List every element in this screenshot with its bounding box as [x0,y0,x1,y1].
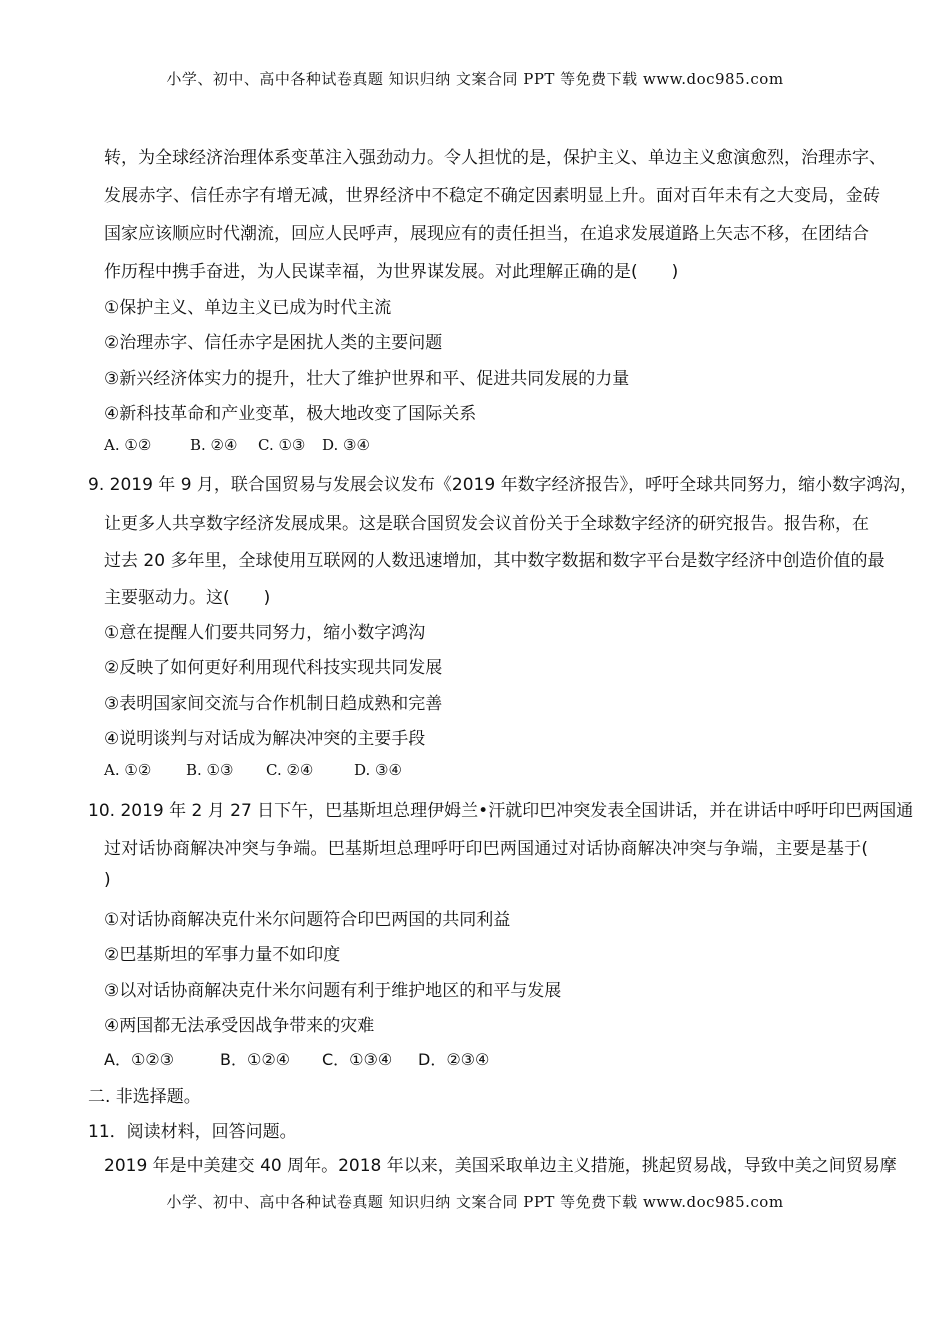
q10-option-c: C．①③④ [322,1050,393,1069]
q8-item-1: ①保护主义、单边主义已成为时代主流 [104,298,392,318]
q9-line-3: 过去 20 多年里，全球使用互联网的人数迅速增加，其中数字数据和数字平台是数字经济中创造价值的最 [104,551,885,571]
q8-line-2: 发展赤字、信任赤字有增无减，世界经济中不稳定不确定因素明显上升。面对百年未有之大变局，金砖 [104,186,880,206]
page-footer: 小学、初中、高中各种试卷真题 知识归纳 文案合同 PPT 等免费下载 www.doc985.com [166,1193,784,1211]
q9-line-2: 让更多人共享数字经济发展成果。这是联合国贸发会议首份关于全球数字经济的研究报告。报告称，在 [104,514,869,534]
q11-stem: 11．阅读材料，回答问题。 [88,1122,297,1142]
q8-line-1: 转，为全球经济治理体系变革注入强劲动力。令人担忧的是，保护主义、单边主义愈演愈烈，治理赤字、 [104,148,886,168]
q8-item-4: ④新科技革命和产业变革，极大地改变了国际关系 [104,404,477,424]
q10-item-4: ④两国都无法承受因战争带来的灾难 [104,1016,375,1036]
q10-option-a: A．①②③ [104,1050,174,1069]
q8-options [104,436,370,454]
q8-line-3: 国家应该顺应时代潮流，回应人民呼声，展现应有的责任担当，在追求发展道路上矢志不移，在团结合 [104,224,869,244]
page-header: 小学、初中、高中各种试卷真题 知识归纳 文案合同 PPT 等免费下载 www.doc985.com [166,70,784,88]
q9-option-b: B. ①③ [186,761,234,779]
q9-item-1: ①意在提醒人们要共同努力，缩小数字鸿沟 [104,623,426,643]
q10-option-d: D．②③④ [418,1050,490,1069]
q8-item-2: ②治理赤字、信任赤字是困扰人类的主要问题 [104,333,443,353]
section-2-title: 二. 非选择题。 [88,1087,201,1107]
q9-option-d: D. ③④ [354,761,402,779]
q8-item-3: ③新兴经济体实力的提升，壮大了维护世界和平、促进共同发展的力量 [104,369,630,389]
q10-line-2: 过对话协商解决冲突与争端。巴基斯坦总理呼吁印巴两国通过对话协商解决冲突与争端，主要是基于( [104,839,868,859]
q10-item-1: ①对话协商解决克什米尔问题符合印巴两国的共同利益 [104,910,511,930]
q8-option-c: C. ①③ [258,436,306,454]
q10-item-2: ②巴基斯坦的军事力量不如印度 [104,945,341,965]
q9-options [104,761,402,779]
q10-option-b: B．①②④ [220,1050,291,1069]
q10-line-1: 10. 2019 年 2 月 27 日下午，巴基斯坦总理伊姆兰•汗就印巴冲突发表全国讲话，并在讲话中呼吁印巴两国通 [88,801,914,821]
q10-options [104,1047,489,1070]
q9-line-4: 主要驱动力。这( ) [104,588,271,608]
q9-option-c: C. ②④ [266,761,314,779]
q10-item-3: ③以对话协商解决克什米尔问题有利于维护地区的和平与发展 [104,981,562,1001]
q8-option-d: D. ③④ [322,436,370,454]
q9-item-3: ③表明国家间交流与合作机制日趋成熟和完善 [104,694,443,714]
q9-item-4: ④说明谈判与对话成为解决冲突的主要手段 [104,729,426,749]
q8-option-a: A. ①② [104,436,152,454]
q8-option-b: B. ②④ [190,436,238,454]
q8-line-4: 作历程中携手奋进，为人民谋幸福，为世界谋发展。对此理解正确的是( ) [104,262,679,282]
q9-line-1: 9. 2019 年 9 月，联合国贸易与发展会议发布《2019 年数字经济报告》，呼吁全球共同努力，缩小数字鸿沟， [88,475,918,495]
q9-item-2: ②反映了如何更好利用现代科技实现共同发展 [104,658,443,678]
q10-line-3: ) [104,870,111,890]
q9-option-a: A. ①② [104,761,152,779]
q11-line-1: 2019 年是中美建交 40 周年。2018 年以来，美国采取单边主义措施，挑起贸易战，导致中美之间贸易摩 [104,1156,897,1176]
